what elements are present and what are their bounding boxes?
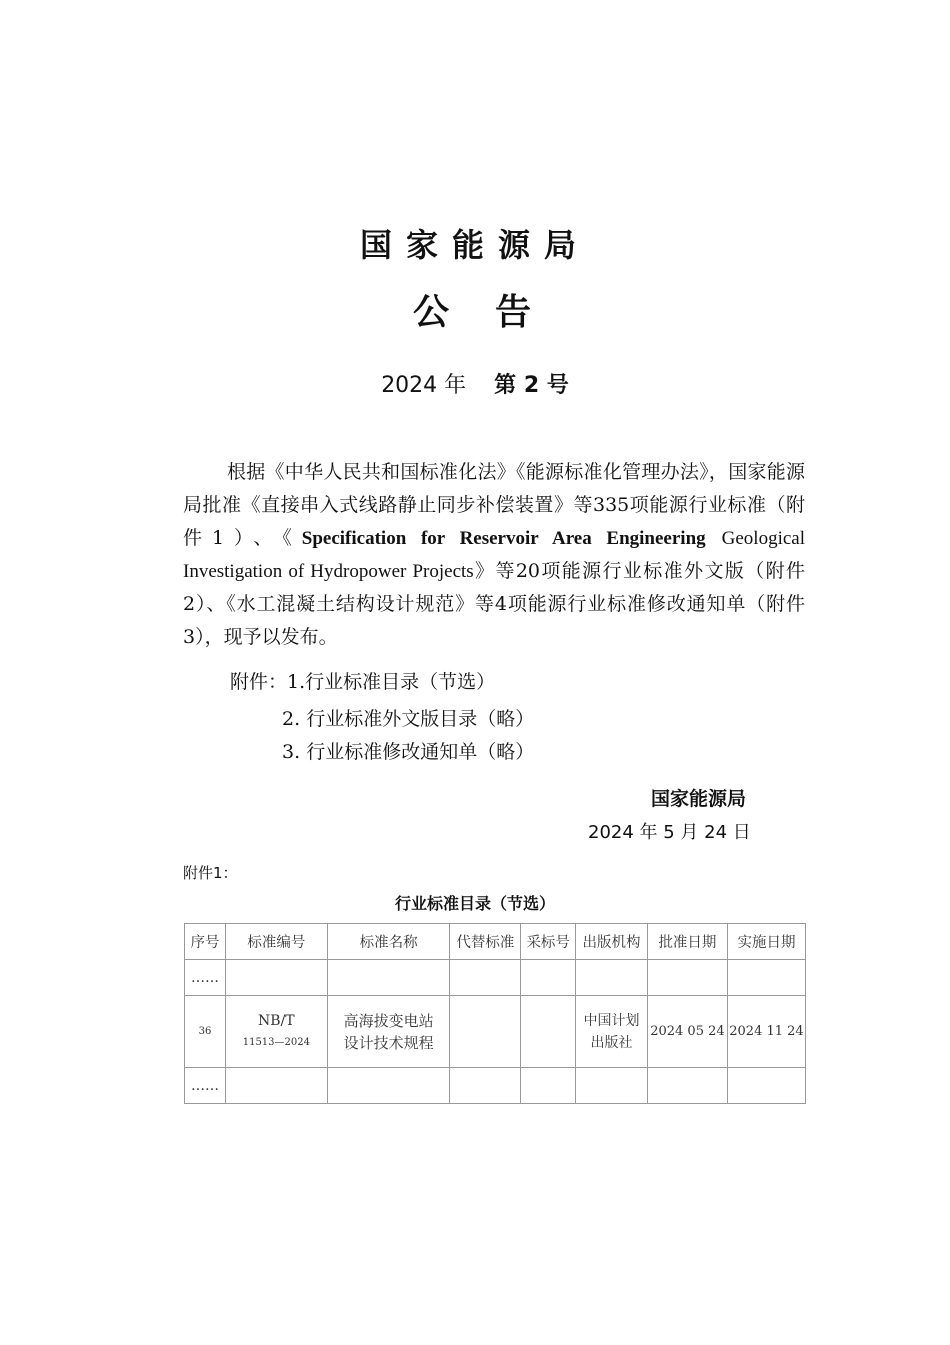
replace-cell	[450, 996, 521, 1068]
column-header: 实施日期	[727, 924, 805, 960]
column-header: 代替标准	[450, 924, 521, 960]
implement-cell	[727, 1068, 805, 1104]
number-label: 第 2 号	[494, 373, 569, 398]
code-cell	[225, 960, 327, 996]
code-cell	[225, 1068, 327, 1104]
table-row	[185, 1068, 806, 1104]
name-cell	[327, 996, 450, 1068]
attachment-text: 行业标准目录（节选）	[305, 671, 496, 693]
approve-cell: 2024 05 24	[647, 996, 727, 1068]
attachment-item-1	[230, 667, 495, 694]
approve-cell	[647, 960, 727, 996]
body-text-part-1: 根据《中华人民共和国标准化法》《能源标准化管理办法》，国家能源局批准《直接串入式线路静止同步补偿装置》等335项能源行业标准（附件1）、《	[183, 461, 805, 549]
announcement-body	[183, 456, 805, 654]
publisher-cell	[576, 996, 648, 1068]
attachment-number: 1.	[287, 671, 306, 693]
body-text-part-2: 》等20项能源行业标准外文版（附件2）、《水工混凝土结构设计规范》等4项能源行业标准修改通知单（附件3），现予以发布。	[183, 560, 805, 648]
attachment-text: 行业标准外文版目录（略）	[306, 708, 535, 730]
body-paragraph	[183, 456, 805, 654]
seq-cell: ……	[185, 1068, 226, 1104]
publisher-cell	[576, 960, 648, 996]
column-header: 批准日期	[647, 924, 727, 960]
column-header: 出版机构	[576, 924, 648, 960]
attachment-text: 行业标准修改通知单（略）	[306, 741, 535, 763]
implement-cell: 2024 11 24	[727, 996, 805, 1068]
appendix-title: 行业标准目录（节选）	[394, 894, 555, 913]
name-cell	[327, 960, 450, 996]
approve-cell	[647, 1068, 727, 1104]
table-row	[185, 996, 806, 1068]
attachment-item-3	[282, 737, 534, 764]
issuing-agency-title: 国家能源局	[359, 226, 590, 264]
attachment-number: 2.	[282, 708, 301, 730]
seq-cell: ……	[185, 960, 226, 996]
adopt-cell	[521, 960, 576, 996]
adopt-cell	[521, 996, 576, 1068]
code-cell	[225, 996, 327, 1068]
appendix-label: 附件1：	[183, 864, 238, 882]
table-row	[185, 960, 806, 996]
name-line-1: 高海拔变电站	[343, 1011, 434, 1030]
publisher-line-1: 中国计划	[583, 1012, 640, 1029]
attachment-label: 附件：	[230, 671, 288, 693]
year-label: 2024 年	[381, 373, 467, 398]
replace-cell	[450, 1068, 521, 1104]
attachment-item-2	[282, 704, 534, 731]
publisher-cell	[576, 1068, 648, 1104]
replace-cell	[450, 960, 521, 996]
column-header: 标准编号	[225, 924, 327, 960]
table-header-row	[185, 924, 806, 960]
announcement-heading: 公告	[412, 292, 577, 333]
name-cell	[327, 1068, 450, 1104]
column-header: 序号	[185, 924, 226, 960]
attachment-number: 3.	[282, 741, 301, 763]
implement-cell	[727, 960, 805, 996]
signature-org: 国家能源局	[651, 788, 747, 810]
signature-date: 2024 年 5 月 24 日	[588, 822, 751, 843]
english-title-line-1: Specification for Reservoir Area Engineering	[301, 528, 706, 549]
seq-cell: 36	[185, 996, 226, 1068]
column-header: 标准名称	[327, 924, 450, 960]
standards-table	[184, 923, 806, 1104]
code-line-2: 11513—2024	[242, 1036, 310, 1048]
announcement-number	[0, 368, 950, 399]
publisher-line-2: 出版社	[590, 1034, 633, 1051]
column-header: 采标号	[521, 924, 576, 960]
name-line-2: 设计技术规程	[343, 1033, 434, 1052]
english-title-line-2: Geological Investigation of Hydropower Projects	[183, 528, 805, 582]
code-line-1: NB/T	[258, 1012, 295, 1029]
adopt-cell	[521, 1068, 576, 1104]
